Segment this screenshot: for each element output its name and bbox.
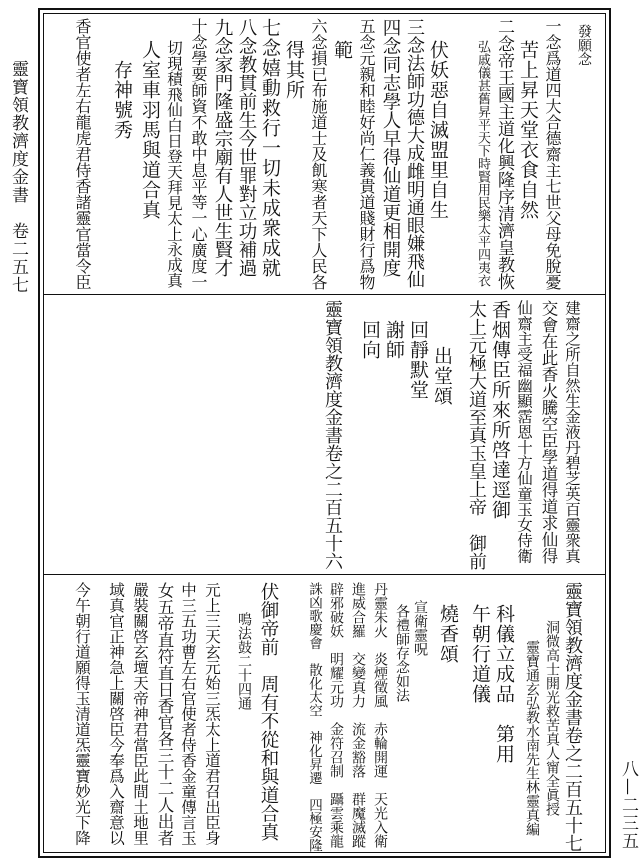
top-column: 三念法師功德大成雌明通眼嫌飛仙: [404, 18, 425, 288]
bottom-column: 女五帝直符直日香官各三十二人出者: [155, 582, 174, 846]
top-column: 得其所: [283, 40, 305, 100]
middle-column: 謝師: [383, 320, 405, 360]
section-divider-top: [43, 294, 606, 295]
bottom-column: 域真官正神急上關啓臣今奉爲入齋意以: [107, 582, 125, 846]
top-column: 伏妖惡自滅盟里自生: [427, 40, 449, 220]
top-column: 切現積飛仙白日登天拜見太上永成真: [165, 40, 183, 288]
bottom-column: 今午朝行道願得玉清道炁靈寶妙光下降: [73, 582, 91, 846]
bottom-column: 誅凶歌慶會 散化太空 神化昇遷 四極安隆: [306, 582, 322, 852]
middle-column: 太上元極大道至真玉皇上帝 御前: [466, 300, 487, 570]
bottom-column: 嚴裝關啓玄壇天帝神君當臣此間土地里: [131, 582, 149, 846]
top-column: 弘戚儀甚舊昇平天下時賢用民樂太平四夷衣: [475, 40, 490, 287]
bottom-column: 洞微高士開光救苦真人甯全眞授: [544, 620, 560, 816]
top-column: 存神號秀: [111, 60, 133, 140]
bottom-column: 中三五功曹左右官使者侍香金童傳言玉: [179, 582, 197, 846]
top-column: 一念爲道四大合德齋主七世父母免脫憂: [543, 18, 562, 290]
top-column: 十念學要師資不敢中息平等一心廣度一: [189, 18, 208, 290]
bottom-column: 元上三天玄元始三炁太上道君召出臣身: [203, 582, 221, 846]
bottom-column: 辟邪破妖 明耀元功 金符召制 躡雲乘龍: [328, 582, 344, 848]
top-column: 八念教貫前生今世罪對立功補過: [236, 18, 257, 277]
middle-column: 交會在此香火騰空臣學道得道求仙得: [539, 300, 558, 564]
bottom-column: 午朝行道儀: [469, 604, 491, 704]
top-column: 範: [331, 40, 353, 60]
middle-column: 建齋之所自然生金液丹碧芝英百靈衆真: [563, 300, 581, 564]
bottom-column: 靈寶領教濟度金書卷之二百五十七: [562, 582, 583, 852]
middle-column: 仙齋主受福幽顯霑恩十方仙童玉女侍衛: [515, 300, 533, 564]
top-note: 發願念: [576, 24, 592, 66]
top-column: 五念元親和睦好尚仁義貴道賤財行爲物: [357, 18, 376, 290]
bottom-column: 丹靈朱火 炎煙徵風 赤輪開運 天光入衛: [372, 582, 388, 848]
middle-column: 香烟傳臣所來所啓達逕御: [489, 300, 511, 520]
top-column: 六念損已布施道士及飢寒者天下人民各: [309, 18, 328, 290]
bottom-column: 進威合羅 交變真力 流金豁落 群魔滅蹤: [350, 582, 366, 848]
top-column: 香官使者左右龍虎君侍香諸靈官當令臣: [73, 18, 92, 290]
middle-column: 出堂頌: [431, 346, 453, 406]
bottom-column: 科儀立成品 第用: [493, 604, 515, 764]
margin-page-number: 八—二三五: [618, 760, 638, 850]
bottom-column: 鳴法鼓二十四通: [236, 612, 252, 710]
top-column: 七念嬉動救行一切未成衆成就: [259, 18, 281, 278]
top-column: 四念同志學人早得仙道更相開度: [380, 18, 401, 277]
bottom-column: 各禮師存念如法: [394, 604, 410, 702]
middle-column: 靈寶領教濟度金書卷之二百五十六: [322, 300, 343, 570]
middle-column: 回向: [359, 320, 381, 360]
top-column: 二念帝王國主道化興隆序清濟皇教恢: [494, 18, 514, 290]
margin-book-title: 靈寶領教濟度金書 卷二五七: [8, 60, 28, 294]
bottom-column: 燒香頌: [437, 604, 459, 664]
top-column: 苦上昇天堂衣食自然: [517, 40, 539, 220]
top-column: 九念家門隆盛宗廟有人世生賢才: [212, 18, 233, 277]
bottom-column: 宣衛靈呪: [412, 600, 428, 656]
middle-column: 回靜默堂: [407, 320, 429, 400]
bottom-column: 靈寶通玄弘教水南先生林靈真編: [524, 640, 540, 836]
bottom-column: 伏御帝前 周有不從和與道合真: [258, 582, 279, 841]
top-column: 人室車羽馬與道合真: [139, 40, 161, 220]
section-divider-bottom: [43, 574, 606, 575]
